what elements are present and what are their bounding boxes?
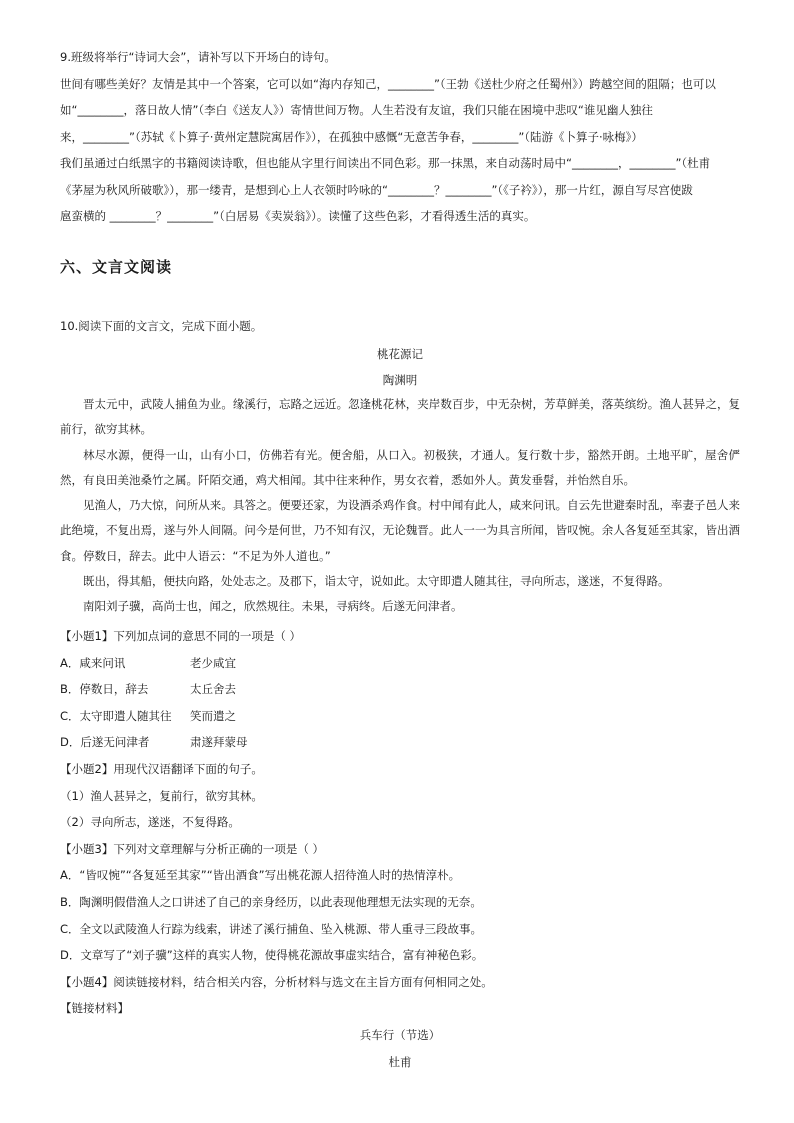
q1-option-a (60, 650, 740, 677)
q9-line: 9.班级将举行“诗词大会”，请补写以下开场白的诗句。 (60, 50, 336, 64)
subquestion-3-stem: 【小题3】下列对文章理解与分析正确的一项是（ ） (60, 841, 324, 856)
passage-paragraph: 既出，得其船，便扶向路，处处志之。及郡下，诣太守，说如此。太守即遣人随其往，寻向所志，遂迷，不复得路。 (83, 574, 670, 589)
q9-line: 我们虽通过白纸黑字的书籍阅读诗歌，但也能从字里行间读出不同色彩。那一抹黑，来自动荡时局中“________，________”（杜甫 (60, 156, 711, 170)
q3-option-a: A．“皆叹惋”“各复延至其家”“皆出酒食”写出桃花源人招待渔人时的热情淳朴。 (60, 868, 461, 883)
link-material-author: 杜甫 (388, 1054, 412, 1069)
subquestion-2-stem: 【小题2】用现代汉语翻译下面的句子。 (60, 761, 263, 776)
option-compare: 笑而遣之 (190, 708, 236, 723)
q9-line: 扈蛮横的 ________？________”（白居易《卖炭翁》）。读懂了这些色彩，才看得透生活的真实。 (60, 209, 536, 223)
q3-option-c: C．全文以武陵渔人行踪为线索，讲述了溪行捕鱼、坠入桃源、带人重寻三段故事。 (60, 921, 483, 936)
passage-title: 桃花源记 (377, 347, 423, 361)
q1-option-b (60, 676, 740, 703)
option-compare: 太丘舍去 (190, 682, 236, 697)
question-9 (60, 44, 750, 230)
option-compare: 肃遂拜蒙母 (190, 735, 248, 750)
passage-body (60, 392, 740, 620)
option-text: D．后遂无问津者 (60, 735, 150, 750)
option-text: A．咸来问讯 (60, 655, 126, 670)
passage-paragraph: 晋太元中，武陵人捕鱼为业。缘溪行，忘路之远近。忽逢桃花林，夹岸数百步，中无杂树，芳草鲜美，落英缤纷。渔人甚异之，复前行，欲穷其林。 (60, 397, 740, 437)
link-material-title: 兵车行（节选） (359, 1027, 441, 1042)
q1-option-d (60, 729, 740, 756)
q9-line: 世间有哪些美好？友情是其中一个答案，它可以如“海内存知己，________”（王勃《送杜少府之任蜀州》）跨越空间的阻隔；也可以 (60, 76, 716, 91)
q1-option-c (60, 703, 740, 730)
option-text: C．太守即遣人随其往 (60, 708, 172, 723)
q9-line: 如“________，落日故人情”（李白《送友人》）寄情世间万物。人生若没有友谊，我们只能在困境中悲叹“谁见幽人独往 (60, 103, 653, 117)
q9-line: 《茅屋为秋风所破歌》），那一缕青，是想到心上人衣领时吟咏的“________？________”（《子衿》），那一片红，源自写尽宫使跋 (60, 182, 693, 197)
passage-paragraph: 南阳刘子骥，高尚士也，闻之，欣然规往。未果，寻病终。后遂无问津者。 (83, 599, 463, 614)
q3-option-d: D．文章写了“刘子骥”这样的真实人物，使得桃花源故事虚实结合，富有神秘色彩。 (60, 948, 484, 963)
section-heading: 六、文言文阅读 (60, 258, 173, 276)
subquestion-1-stem: 【小题1】下列加点词的意思不同的一项是（ ） (60, 629, 301, 643)
q9-line: 来，________”（苏轼《卜算子·黄州定慧院寓居作》），在孤独中感慨“无意苦争春，________”（陆游《卜算子·咏梅》） (60, 129, 643, 144)
q3-option-b: B．陶渊明假借渔人之口讲述了自己的亲身经历，以此表现他理想无法实现的无奈。 (60, 894, 482, 909)
passage-paragraph: 见渔人，乃大惊，问所从来。具答之。便要还家，为设酒杀鸡作食。村中闻有此人，咸来问讯。自云先世避秦时乱，率妻子邑人来此绝境，不复出焉，遂与外人间隔。问今是何世，乃不知有汉，无论魏晋。此人一一为具言所闻，皆叹惋。余人各复延至其家，皆出酒食。停数日，辞去。此中人语云：“不足为外人道也。” (60, 498, 740, 563)
q2-item: （2）寻向所志，遂迷，不复得路。 (60, 815, 240, 830)
passage-paragraph: 林尽水源，便得一山，山有小口，仿佛若有光。便舍船，从口入。初极狭，才通人。复行数十步，豁然开朗。土地平旷，屋舍俨然，有良田美池桑竹之属。阡陌交通，鸡犬相闻。其中往来种作，男女衣着，悉如外人。黄发垂髫，并怡然自乐。 (60, 447, 740, 487)
passage-author: 陶渊明 (382, 373, 418, 387)
option-text: B．停数日，辞去 (60, 682, 149, 697)
link-material-label: 【链接材料】 (60, 1001, 129, 1016)
subquestion-4-stem: 【小题4】阅读链接材料，结合相关内容，分析材料与选文在主旨方面有何相同之处。 (60, 974, 493, 989)
q10-instruction: 10.阅读下面的文言文，完成下面小题。 (60, 319, 263, 333)
q2-item: （1）渔人甚异之，复前行，欲穷其林。 (60, 788, 263, 803)
option-compare: 老少咸宜 (190, 655, 236, 670)
sub-questions (60, 623, 740, 1075)
